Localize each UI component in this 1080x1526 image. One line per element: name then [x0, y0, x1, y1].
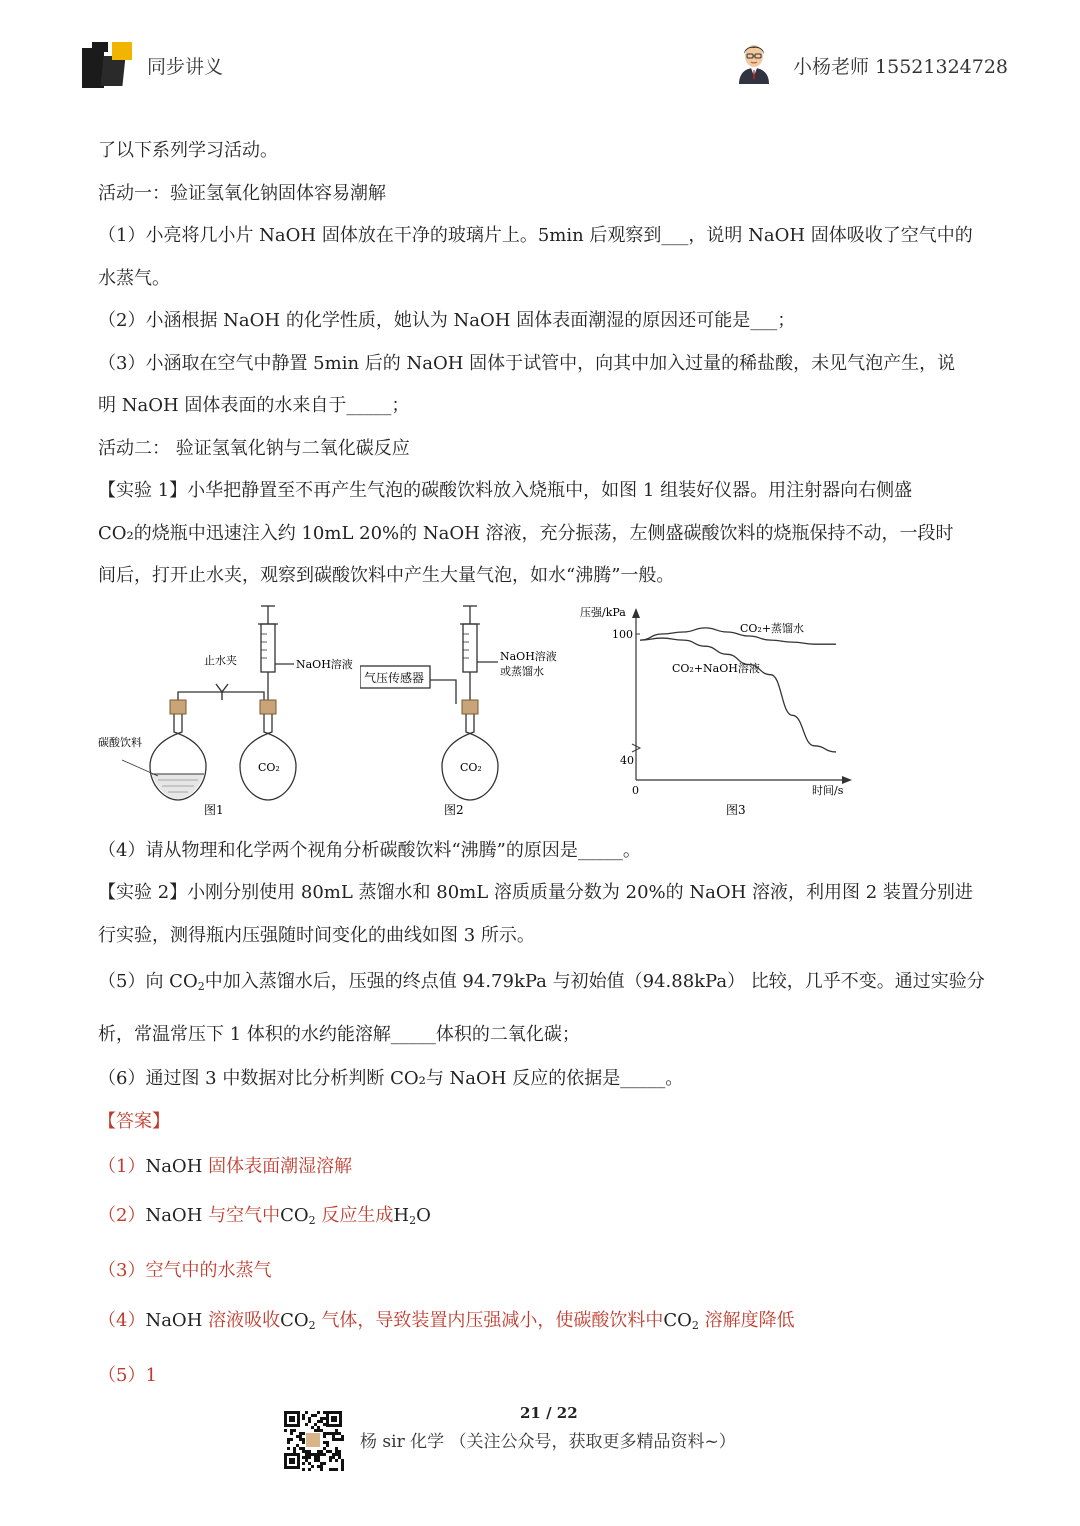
question3-line2: 明 NaOH 固体表面的水来自于_____； [98, 395, 410, 416]
qr-code [282, 1409, 344, 1471]
experiment1-line2: CO₂的烧瓶中迅速注入约 10mL 20%的 NaOH 溶液，充分振荡，左侧盛碳酸饮料的烧瓶保持不动，一段时 [98, 522, 954, 544]
figure-1-apparatus [98, 604, 368, 826]
fig2-liquid-label-1: NaOH溶液 [500, 649, 557, 663]
teacher-contact: 小杨老师 15521324728 [793, 56, 1009, 78]
question1-line2: 水蒸气。 [98, 267, 170, 289]
fig2-liquid-label-2: 或蒸馏水 [500, 664, 544, 678]
brand-logo [82, 42, 134, 88]
figure-2-apparatus [360, 604, 570, 826]
answer-5: （5）1 [98, 1365, 157, 1386]
fig1-drink-label: 碳酸饮料 [98, 735, 142, 749]
figures-row [98, 604, 988, 826]
answer-heading: 【答案】 [98, 1110, 170, 1132]
fig3-ylabel: 压强/kPa [580, 605, 626, 619]
activity2-heading: 活动二： 验证氢氧化钠与二氧化碳反应 [98, 437, 410, 459]
footer-text: 杨 sir 化学 （关注公众号，获取更多精品资料~） [360, 1432, 736, 1452]
brand-title: 同步讲义 [147, 56, 224, 78]
experiment2-line2: 行实验，测得瓶内压强随时间变化的曲线如图 3 所示。 [98, 924, 535, 946]
answer-1: （1）NaOH 固体表面潮湿溶解 [98, 1156, 353, 1177]
question1-line1: （1）小亮将几小片 NaOH 固体放在干净的玻璃片上。5min 后观察到___，说明 NaOH 固体吸收了空气中的 [98, 225, 973, 246]
page-footer [0, 1400, 1080, 1480]
fig1-co2-label: CO₂ [258, 760, 280, 774]
experiment1-line1: 【实验 1】小华把静置至不再产生气泡的碳酸饮料放入烧瓶中，如图 1 组装好仪器。用注射器向右侧盛 [98, 480, 913, 501]
fig3-series-naoh-label: CO₂+NaOH溶液 [672, 661, 760, 675]
page-header [0, 0, 1080, 110]
fig3-caption: 图3 [726, 802, 746, 817]
question5-line1: （5）向 $CO_2$中加入蒸馏水后，压强的终点值 94.79kPa 与初始值（94.88kPa） 比较，几乎不变。通过实验分 [98, 971, 985, 993]
fig3-tick-100: 100 [612, 627, 633, 641]
teacher-avatar [735, 40, 773, 84]
fig2-sensor-label: 气压传感器 [364, 670, 425, 685]
document-body [98, 130, 988, 1401]
fig3-series-0-line [640, 627, 836, 643]
fig1-caption: 图1 [204, 802, 224, 817]
answer-4: （4）NaOH 溶液吸收$CO_2$ 气体，导致装置内压强减小，使碳酸饮料中$CO_2$ 溶解度降低 [98, 1310, 795, 1332]
experiment2-line1: 【实验 2】小刚分别使用 80mL 蒸馏水和 80mL 溶质质量分数为 20%的 NaOH 溶液，利用图 2 装置分别进 [98, 882, 973, 903]
activity1-heading: 活动一：验证氢氧化钠固体容易潮解 [98, 182, 386, 204]
fig1-naoh-label: NaOH溶液 [296, 657, 353, 671]
fig1-clamp-label: 止水夹 [204, 653, 237, 667]
fig2-co2-label: CO₂ [460, 760, 482, 774]
question4: （4）请从物理和化学两个视角分析碳酸饮料“沸腾”的原因是_____。 [98, 839, 641, 861]
figure-3-pressure-chart [580, 604, 870, 826]
experiment1-line3: 间后，打开止水夹，观察到碳酸饮料中产生大量气泡，如水“沸腾”一般。 [98, 565, 675, 586]
fig3-origin: 0 [632, 783, 639, 797]
question3-line1: （3）小涵取在空气中静置 5min 后的 NaOH 固体于试管中，向其中加入过量的稀盐酸，未见气泡产生，说 [98, 352, 956, 374]
fig3-series-water-label: CO₂+蒸馏水 [740, 621, 805, 635]
question5-line2: 析，常温常压下 1 体积的水约能溶解_____体积的二氧化碳； [98, 1024, 580, 1045]
answer-3: （3）空气中的水蒸气 [98, 1260, 272, 1281]
fig3-xlabel: 时间/s [812, 783, 844, 797]
question2: （2）小涵根据 NaOH 的化学性质，她认为 NaOH 固体表面潮湿的原因还可能是___； [98, 310, 796, 331]
question6: （6）通过图 3 中数据对比分析判断 CO₂与 NaOH 反应的依据是_____。 [98, 1068, 684, 1089]
fig2-caption: 图2 [444, 802, 464, 817]
intro-line: 了以下系列学习活动。 [98, 140, 278, 161]
answer-2: （2）NaOH 与空气中$CO_2$ 反应生成$H_2O$ [98, 1205, 431, 1227]
page-number: 21 / 22 [520, 1404, 578, 1422]
fig3-series-1-line [640, 638, 836, 752]
fig3-tick-40: 40 [620, 753, 634, 767]
